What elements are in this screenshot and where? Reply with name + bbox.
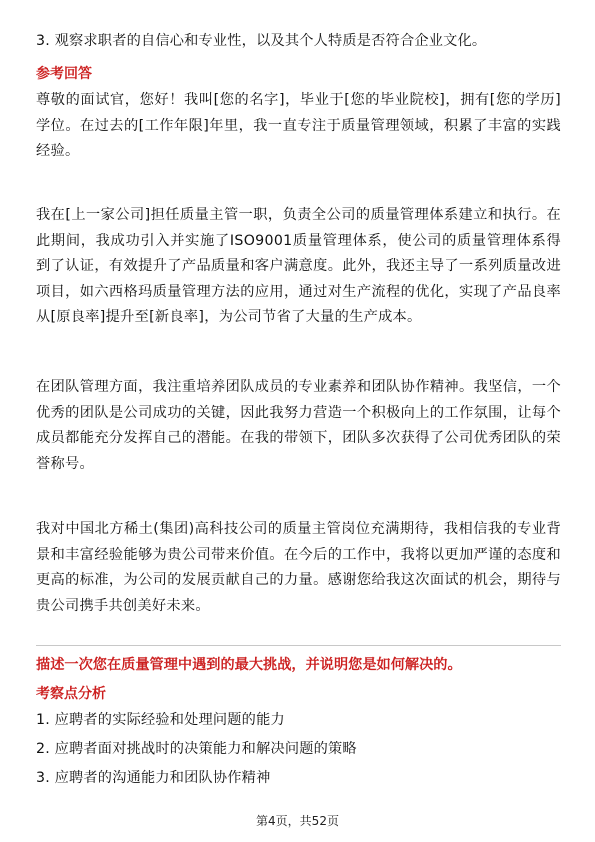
question-title: 描述一次您在质量管理中遇到的最大挑战，并说明您是如何解决的。 — [36, 657, 462, 673]
analysis-item-1: 1. 应聘者的实际经验和处理问题的能力 — [36, 712, 285, 728]
section-divider — [36, 645, 561, 646]
intro-list-item: 3. 观察求职者的自信心和专业性，以及其个人特质是否符合企业文化。 — [36, 33, 487, 49]
answer-paragraph-1: 尊敬的面试官，您好！我叫[您的名字]，毕业于[您的毕业院校]，拥有[您的学历]学位。在过去的[工作年限]年里，我一直专注于质量管理领域，积累了丰富的实践经验。 — [36, 92, 561, 159]
answer-heading: 参考回答 — [36, 66, 92, 82]
analysis-item-3: 3. 应聘者的沟通能力和团队协作精神 — [36, 770, 271, 786]
analysis-item-2: 2. 应聘者面对挑战时的决策能力和解决问题的策略 — [36, 741, 357, 757]
answer-paragraph-2: 我在[上一家公司]担任质量主管一职，负责全公司的质量管理体系建立和执行。在此期间，我成功引入并实施了ISO9001质量管理体系，使公司的质量管理体系得到了认证，有效提升了产品质量和客户满意度。此外，我还主导了一系列质量改进项目，如六西格玛质量管理方法的应用，通过对生产流程的优化，实现了产品良率从[原良率]提升至[新良率]，为公司节省了大量的生产成本。 — [36, 207, 561, 325]
page-footer: 第4页，共52页 — [256, 814, 339, 828]
answer-paragraph-3: 在团队管理方面，我注重培养团队成员的专业素养和团队协作精神。我坚信，一个优秀的团队是公司成功的关键，因此我努力营造一个积极向上的工作氛围，让每个成员都能充分发挥自己的潜能。在我的带领下，团队多次获得了公司优秀团队的荣誉称号。 — [36, 379, 561, 472]
analysis-heading: 考察点分析 — [36, 686, 106, 702]
answer-paragraph-4: 我对中国北方稀土(集团)高科技公司的质量主管岗位充满期待，我相信我的专业背景和丰富经验能够为贵公司带来价值。在今后的工作中，我将以更加严谨的态度和更高的标准，为公司的发展贡献自己的力量。感谢您给我这次面试的机会，期待与贵公司携手共创美好未来。 — [36, 521, 561, 614]
